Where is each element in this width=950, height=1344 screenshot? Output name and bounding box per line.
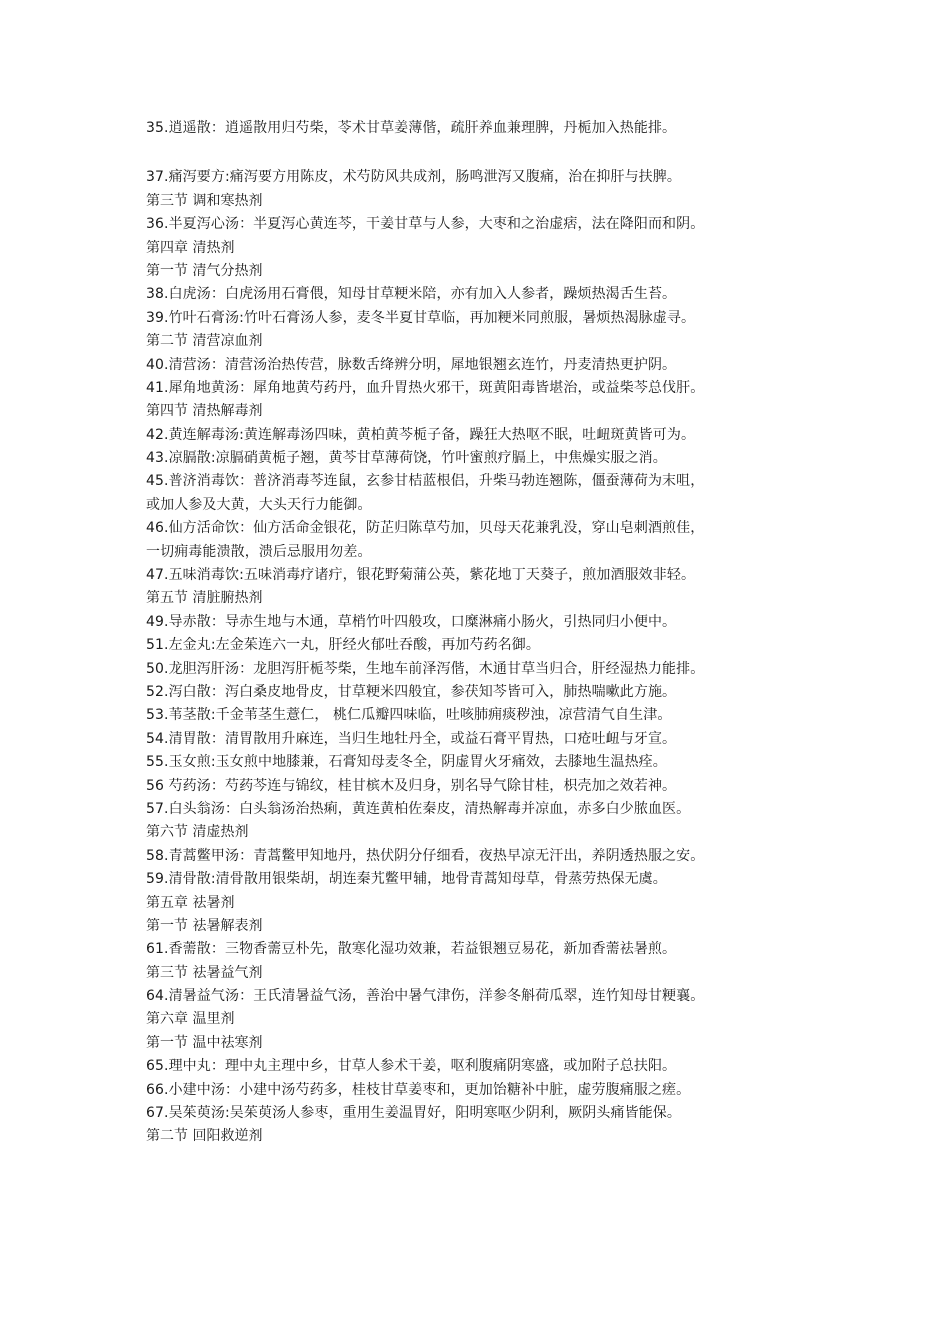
formula-entry-line: 36.半夏泻心汤：半夏泻心黄连芩，干姜甘草与人参，大枣和之治虚痞，法在降阳而和阴。	[146, 216, 705, 233]
formula-entry-line: 58.青蒿鳖甲汤：青蒿鳖甲知地丹，热伏阴分仔细看，夜热早凉无汗出，养阴透热服之安。	[146, 847, 705, 864]
formula-entry-line: 61.香薷散：三物香薷豆朴先，散寒化湿功效兼，若益银翘豆易花，新加香薷祛暑煎。	[146, 941, 677, 958]
formula-entry-line: 47.五味消毒饮:五味消毒疗诸疔，银花野菊蒲公英，紫花地丁天葵子，煎加酒服效非轻。	[146, 567, 696, 584]
section-heading: 第二节 回阳救逆剂	[146, 1128, 263, 1145]
section-heading: 第五节 清脏腑热剂	[146, 590, 263, 607]
formula-entry-line: 64.清暑益气汤：王氏清暑益气汤，善治中暑气津伤，洋参冬斛荷瓜翠，连竹知母甘粳襄。	[146, 988, 705, 1005]
formula-entry-line: 51.左金丸:左金茱连六一丸，肝经火郁吐吞酸，再加芍药名御。	[146, 637, 540, 654]
section-heading: 第一节 温中祛寒剂	[146, 1034, 263, 1051]
formula-entry-line: 55.玉女煎:玉女煎中地膝兼，石膏知母麦冬全，阴虚胃火牙痛效，去膝地生温热痊。	[146, 754, 667, 771]
formula-entry-line: 52.泻白散：泻白桑皮地骨皮，甘草粳米四般宜，参茯知芩皆可入，肺热喘嗽此方施。	[146, 683, 677, 700]
formula-entry-line: 或加人参及大黄，大头天行力能御。	[146, 496, 372, 513]
section-heading: 第一节 清气分热剂	[146, 262, 263, 279]
section-heading: 第六章 温里剂	[146, 1011, 235, 1028]
blank-line	[146, 140, 806, 166]
section-heading: 第四节 清热解毒剂	[146, 403, 263, 420]
formula-entry-line: 65.理中丸：理中丸主理中乡，甘草人参术干姜，呕利腹痛阴寒盛，或加附子总扶阳。	[146, 1058, 677, 1075]
formula-entry-line: 45.普济消毒饮：普济消毒芩连鼠，玄参甘桔蓝根侣，升柴马勃连翘陈，僵蚕薄荷为末咀，	[146, 473, 705, 490]
formula-entry-line: 一切痈毒能溃散，溃后忌服用勿差。	[146, 543, 372, 560]
section-heading: 第二节 清营凉血剂	[146, 333, 263, 350]
formula-entry-line: 43.凉膈散:凉膈硝黄栀子翘，黄芩甘草薄荷饶，竹叶蜜煎疗膈上，中焦燥实服之消。	[146, 450, 667, 467]
formula-entry-line: 40.清营汤：清营汤治热传营，脉数舌绛辨分明，犀地银翘玄连竹，丹麦清热更护阴。	[146, 356, 677, 373]
formula-entry-line: 35.逍遥散：逍遥散用归芍柴，苓术甘草姜薄偕，疏肝养血兼理脾，丹栀加入热能排。	[146, 120, 677, 136]
formula-entry-line: 46.仙方活命饮：仙方活命金银花，防芷归陈草芍加，贝母天花兼乳没，穿山皂刺酒煎佳，	[146, 520, 705, 537]
formula-entry-line: 50.龙胆泻肝汤：龙胆泻肝栀芩柴，生地车前泽泻偕，木通甘草当归合，肝经湿热力能排。	[146, 660, 705, 677]
formula-entry-line: 42.黄连解毒汤:黄连解毒汤四味，黄柏黄芩栀子备，躁狂大热呕不眠，吐衄斑黄皆可为。	[146, 426, 696, 443]
formula-entry-line: 59.清骨散:清骨散用银柴胡，胡连秦艽鳖甲辅，地骨青蒿知母草，骨蒸劳热保无虞。	[146, 871, 667, 888]
formula-entry-line: 57.白头翁汤：白头翁汤治热痢，黄连黄柏佐秦皮，清热解毒并凉血，赤多白少脓血医。	[146, 800, 691, 817]
formula-entry-line: 37.痛泻要方:痛泻要方用陈皮，术芍防风共成剂，肠鸣泄泻又腹痛，治在抑肝与扶脾。	[146, 169, 681, 186]
section-heading: 第六节 清虚热剂	[146, 824, 249, 841]
formula-entry-line: 54.清胃散：清胃散用升麻连，当归生地牡丹全，或益石膏平胃热，口疮吐衄与牙宣。	[146, 730, 677, 747]
formula-entry-line: 39.竹叶石膏汤:竹叶石膏汤人参，麦冬半夏甘草临，再加粳米同煎服，暑烦热渴脉虚寻。	[146, 309, 696, 326]
formula-entry-line: 53.苇茎散:千金苇茎生薏仁， 桃仁瓜瓣四味临，吐咳肺痈痰秽浊，凉营清气自生津。	[146, 707, 672, 724]
document-body	[146, 117, 806, 1149]
section-heading: 第四章 清热剂	[146, 239, 235, 256]
formula-entry-line: 67.吴茱萸汤:吴茱萸汤人参枣，重用生姜温胃好，阳明寒呕少阴利，厥阴头痛皆能保。	[146, 1105, 681, 1122]
formula-entry-line: 66.小建中汤：小建中汤芍药多，桂枝甘草姜枣和，更加饴糖补中脏，虚劳腹痛服之瘥。	[146, 1081, 691, 1098]
formula-entry-line: 56 芍药汤：芍药芩连与锦纹，桂甘槟木及归身，别名导气除甘桂，枳壳加之效若神。	[146, 777, 677, 794]
formula-entry-line: 49.导赤散：导赤生地与木通，草梢竹叶四般攻，口糜淋痛小肠火，引热同归小便中。	[146, 613, 677, 630]
formula-entry-line: 38.白虎汤：白虎汤用石膏偎，知母甘草粳米陪，亦有加入人参者，躁烦热渴舌生苔。	[146, 286, 677, 303]
formula-entry-line: 41.犀角地黄汤：犀角地黄芍药丹，血升胃热火邪干，斑黄阳毒皆堪治，或益柴芩总伐肝。	[146, 379, 705, 396]
section-heading: 第一节 祛暑解表剂	[146, 917, 263, 934]
section-heading: 第五章 祛暑剂	[146, 894, 235, 911]
section-heading: 第三节 调和寒热剂	[146, 192, 263, 209]
section-heading: 第三节 祛暑益气剂	[146, 964, 263, 981]
